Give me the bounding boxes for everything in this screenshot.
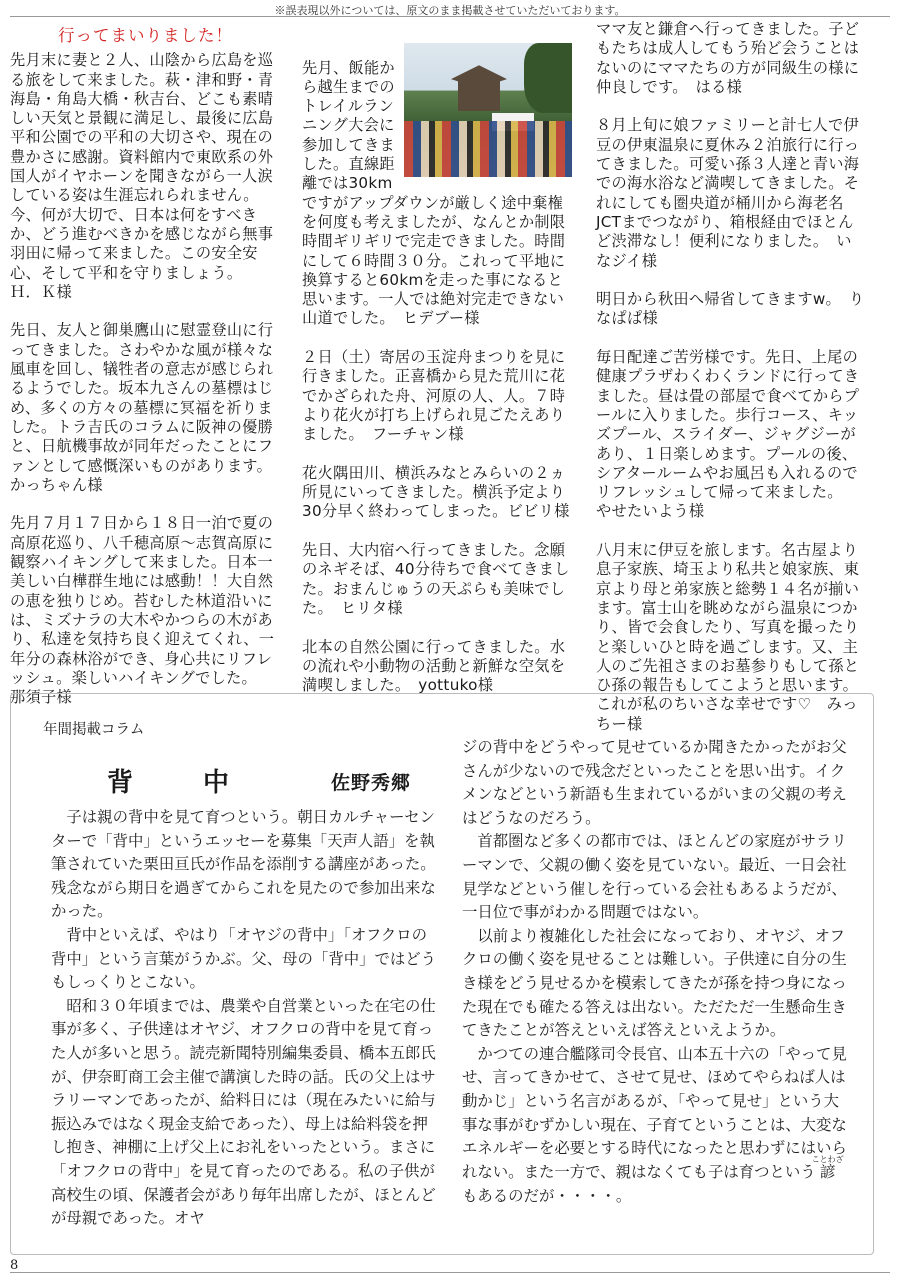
- letter-entry: ママ友と鎌倉へ行ってきました。子どもたちは成人してもう殆ど会うことはないのにママたちの方が同級生の様に仲良しです。 はる様: [596, 20, 860, 96]
- ruby-reading: ことわざ: [811, 1155, 844, 1165]
- column-title: 背 中: [107, 768, 252, 798]
- essay-paragraph: 首都圏など多くの都市では、ほとんどの家庭がサラリーマンで、父親の働く姿を見ていない。最近、一日会社見学などという催しを行っている会社もあるようだが、一日位で事がわかる問題ではない。: [462, 832, 847, 922]
- letter-entry: 花火隅田川、横浜みなとみらいの２ヵ所見にいってきました。横浜予定より30分早く終わってしまった。ビビリ様: [302, 463, 570, 521]
- letter-entry-with-photo: [302, 20, 572, 329]
- letter-entry: ２日（土）寄居の玉淀舟まつりを見に行きました。正喜橋から見た荒川に花でかざられた舟、河原の人、人。７時より花火が打ち上げられ見ごたえありました。 フーチャン様: [302, 348, 566, 444]
- letter-entry: 先月末に妻と２人、山陰から広島を巡る旅をして来ました。萩・津和野・青海島・角島大橋・秋吉台、どこも素晴しい天気と景観に満足し、最後に広島平和公園での平和の大切さや、現在の豊かさに感謝。資料館内で東欧系の外国人がイヤホーンを聞きながら一人涙している姿は生涯忘れられません。今、何が大切で、日本は何をすべきか、どう進むべきかを感じながら無事羽田に帰って来ました。この安全安心、そして平和を守りましょう。 Ｈ．Ｋ様: [10, 51, 274, 301]
- letters-column-3: [596, 20, 866, 753]
- photo-runners: [404, 121, 572, 177]
- letter-entry: 八月末に伊豆を旅します。名古屋より息子家族、埼玉より私共と娘家族、東京より母と弟家族と総勢１４名が揃います。富士山を眺めながら温泉につかり、皆で会食したり、写真を撮ったりと楽しいひと時を過ごします。又、主人のご先祖さまのお墓参りもして孫とひ孫の報告もしてこようと思います。これが私のちいさな幸せです♡ みっちー様: [596, 541, 860, 733]
- top-divider: [10, 16, 890, 17]
- bottom-divider: [10, 1272, 890, 1273]
- photo-tree: [524, 43, 572, 113]
- letter-entry: 北本の自然公園に行ってきました。水の流れや小動物の活動と新鮮な空気を満喫しました。 yottuko様: [302, 637, 566, 695]
- letters-column-2: [302, 20, 572, 715]
- disclaimer: ※誤表現以外については、原文のまま掲載させていただいております。: [274, 4, 626, 17]
- essay-right-column: [462, 736, 847, 1208]
- letter-entry: 先月７月１７日から１８日一泊で夏の高原花巡り、八千穂高原～志賀高原に観察ハイキングして来ました。日本一美しい白樺群生地には感動！！大自然の恵を独りじめ。苔むした林道沿いには、ミズナラの大木やかつらの木があり、私達を気持ち良く迎えてくれ、一年分の森林浴ができ、身心共にリフレッシュ。楽しいハイキングでした。 那須子様: [10, 514, 275, 707]
- essay-paragraph: 昭和３０年頃までは、農業や自営業といった在宅の仕事が多く、子供達はオヤジ、オフクロの背中を見て育った人が多いと思う。読売新聞特別編集委員、橋本五郎氏が、伊奈町商工会主催で講演した時の話。氏の父上はサラリーマンであったが、給料日には（現在みたいに給与振込みではなく現金支給であった）、母上は給料袋を押し抱き、神棚に上げ父上にお礼をいったという。まさに「オフクロの背中」を見て育ったのである。私の子供が高校生の頃、保護者会があり毎年出席したが、ほとんどが母親であった。オヤ: [51, 996, 436, 1228]
- letter-entry: 毎日配達ご苦労様です。先日、上尾の健康プラザわくわくランドに行ってきました。昼は畳の部屋で食べてからプールに入りました。歩行コース、キッズプール、スライダー、ジャグジーがあり、１日楽しめます。プールの後、シアタールームやお風呂も入れるのでリフレッシュして帰って来ました。 やせたいよう様: [596, 348, 860, 521]
- column-label: 年間掲載コラム: [43, 722, 145, 738]
- trail-run-photo: [404, 43, 572, 177]
- kotowaza-ruby: 諺ことわざ: [811, 1155, 844, 1182]
- photo-temple: [444, 65, 514, 111]
- column-author: 佐野秀郷: [331, 772, 412, 794]
- essay-paragraph: 背中といえば、やはり「オヤジの背中」「オフクロの背中」という言葉がうかぶ。父、母の「背中」ではどうもしっくりとこない。: [51, 925, 437, 992]
- letter-entry: 明日から秋田へ帰省してきますw。 りなぱぱ様: [596, 290, 865, 328]
- letter-entry: 先日、大内宿へ行ってきました。念願のネギそば、40分待ちで食べてきました。おまんじゅうの天ぷらも美味でした。 ヒリタ様: [302, 541, 570, 617]
- essay-left-column: [51, 806, 439, 1231]
- page-number: 8: [10, 1258, 19, 1273]
- letter-text: 先月、飯能から越生までのトレイルランニング大会に参加してきました。直線距離では30kmですがアップダウンが厳しく途中棄権を何度も考えましたが、なんとか制限時間ギリギリで完走できました。時間にして６時間３０分。これって平地に換算すると60kmを走った事になると思います。一人では絶対完走できない山道でした。 ヒデブー様: [302, 58, 566, 328]
- section-heading: 行ってまいりました！: [58, 26, 233, 45]
- letter-entry: 先日、友人と御巣鷹山に慰霊登山に行ってきました。さわやかな風が様々な風車を回し、犠牲者の意志が感じられるようでした。坂本九さんの墓標はじめ、多くの方々の墓標に冥福を祈りました。トラ吉氏のコラムに阪神の優勝と、日航機事故が同年だったことにファンとして感慨深いものがあります。 かっちゃん様: [10, 321, 280, 494]
- essay-paragraph: 以前より複雑化した社会になっており、オヤジ、オフクロの働く姿を見せることは難しい。子供達に自分の生き様をどう見せるかを模索してきたが孫を持つ身になった現在でも確たる答えは出ない。ただただ一生懸命生きてきたことが答えといえば答えといえようか。: [462, 926, 847, 1040]
- essay-paragraph: 子は親の背中を見て育つという。朝日カルチャーセンターで「背中」というエッセーを募集「天声人語」を執筆されていた栗田亘氏が作品を添削する講座があった。残念ながら期日を過ぎてからこれを見たので参加出来なかった。: [51, 808, 436, 921]
- letter-entry: ８月上旬に娘ファミリーと計七人で伊豆の伊東温泉に夏休み２泊旅行に行ってきました。可愛い孫３人達と青い海での海水浴など満喫してきました。それにしても圏央道が桶川から海老名JCTまでつながり、箱根経由でほとんど渋滞なし！便利になりました。 いなジイ様: [596, 116, 860, 270]
- essay-paragraph: かつての連合艦隊司令長官、山本五十六の「やって見せ、言ってきかせて、させて見せ、ほめてやらねば人は動かじ」という名言があるが、「やって見せ」という大事な事がむずかしい現在、子育てということは、大変なエネルギーを必要とする時代になったと思わずにはいられない。また一方で、親はなくても子は育つという諺ことわざもあるのだが・・・・。: [462, 1044, 847, 1205]
- letters-column-1: [10, 20, 280, 727]
- essay-continuation: ジの背中をどうやって見せているか聞きたかったがお父さんが少ないので残念だといったことを思い出す。イクメンなどという新語も生まれているがいまの父親の考えはどうなのだろう。: [462, 738, 847, 827]
- annual-column-box: [10, 693, 874, 1255]
